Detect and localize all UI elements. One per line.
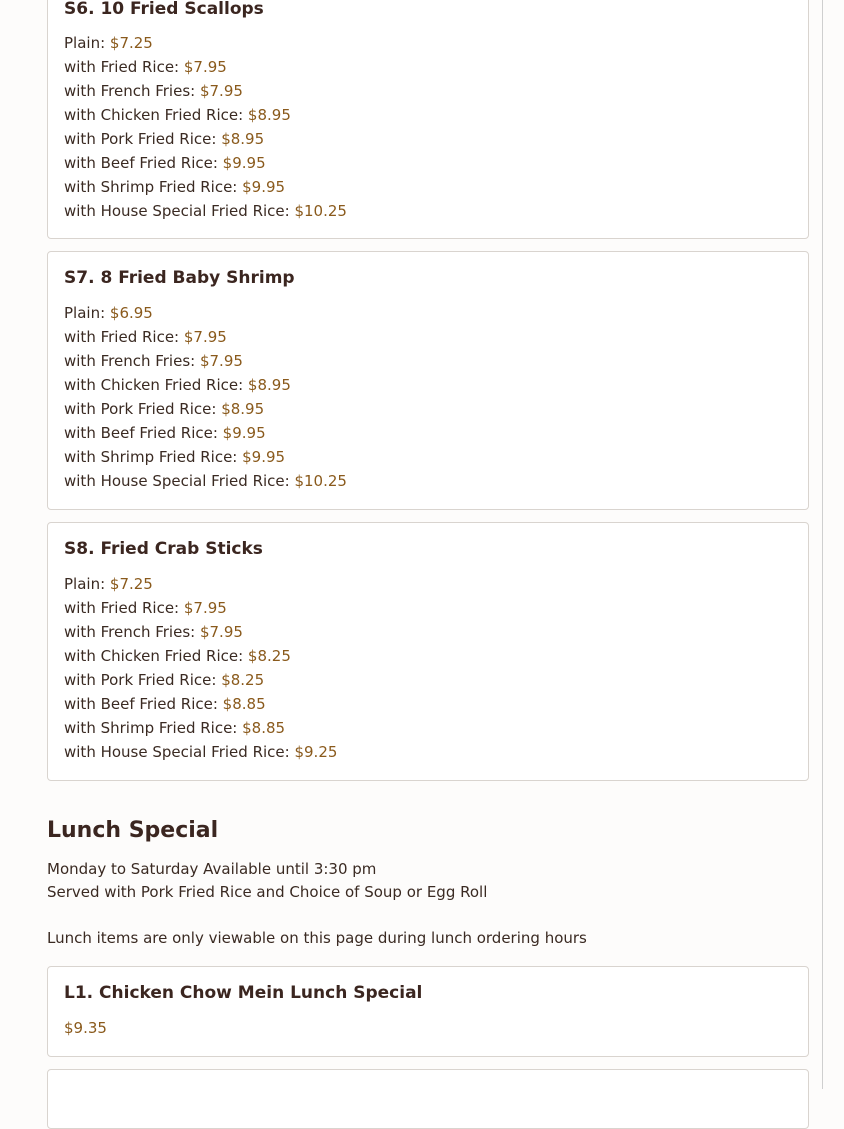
price-value: $8.85: [222, 695, 266, 713]
price-options-list: [64, 572, 337, 764]
price-option: [64, 31, 347, 55]
menu-item-title: S6. 10 Fried Scallops: [64, 0, 264, 19]
price-value: $10.25: [294, 472, 347, 490]
price-option-label: with French Fries:: [64, 623, 200, 641]
price-option-label: Plain:: [64, 304, 110, 322]
price-option-label: with Pork Fried Rice:: [64, 671, 222, 689]
menu-item-price: $9.35: [64, 1019, 107, 1037]
price-option: [64, 692, 337, 716]
lunch-notice-text: Lunch items are only viewable on this page during lunch ordering hours: [47, 929, 587, 947]
price-option-label: with Pork Fried Rice:: [64, 400, 222, 418]
menu-item-card[interactable]: [47, 522, 809, 781]
price-options-list: [64, 301, 347, 493]
price-value: $9.95: [242, 448, 286, 466]
scroll-edge-divider: [822, 0, 823, 1089]
price-value: $7.95: [183, 599, 227, 617]
price-option-label: with Shrimp Fried Rice:: [64, 448, 243, 466]
price-value: $7.95: [199, 352, 243, 370]
price-option-label: with Shrimp Fried Rice:: [64, 719, 243, 737]
price-option-label: with Chicken Fried Rice:: [64, 106, 248, 124]
price-option-label: with Beef Fried Rice:: [64, 695, 223, 713]
price-value: $9.95: [222, 424, 266, 442]
price-value: $8.95: [247, 376, 291, 394]
price-value: $10.25: [294, 202, 347, 220]
price-option: [64, 596, 337, 620]
price-option: [64, 397, 347, 421]
price-option: [64, 469, 347, 493]
price-value: $9.95: [222, 154, 266, 172]
price-option-label: with House Special Fried Rice:: [64, 472, 295, 490]
price-option: [64, 349, 347, 373]
price-value: $8.95: [247, 106, 291, 124]
price-value: $7.25: [109, 575, 153, 593]
price-option-label: with House Special Fried Rice:: [64, 743, 295, 761]
price-option: [64, 620, 337, 644]
price-value: $8.85: [242, 719, 286, 737]
menu-item-title: S8. Fried Crab Sticks: [64, 539, 263, 559]
menu-item-card[interactable]: [47, 1069, 809, 1129]
price-option: [64, 716, 337, 740]
price-option: [64, 55, 347, 79]
price-value: $9.25: [294, 743, 338, 761]
price-option: [64, 373, 347, 397]
price-value: $8.95: [221, 400, 265, 418]
price-option: [64, 421, 347, 445]
price-options-list: [64, 31, 347, 223]
price-value: $9.95: [242, 178, 286, 196]
price-option: [64, 740, 337, 764]
price-option: [64, 572, 337, 596]
price-value: $7.25: [109, 34, 153, 52]
lunch-availability-text: Monday to Saturday Available until 3:30 pm: [47, 860, 377, 878]
menu-item-card[interactable]: [47, 0, 809, 239]
price-option: [64, 175, 347, 199]
price-option-label: with Beef Fried Rice:: [64, 154, 223, 172]
menu-item-card[interactable]: [47, 966, 809, 1057]
price-option-label: with House Special Fried Rice:: [64, 202, 295, 220]
price-value: $7.95: [199, 82, 243, 100]
price-option-label: with French Fries:: [64, 82, 200, 100]
price-value: $7.95: [199, 623, 243, 641]
menu-item-card[interactable]: [47, 251, 809, 510]
price-option: [64, 325, 347, 349]
price-option-label: with Beef Fried Rice:: [64, 424, 223, 442]
price-value: $7.95: [183, 58, 227, 76]
section-title-lunch-special: Lunch Special: [47, 818, 219, 843]
price-option-label: with Chicken Fried Rice:: [64, 376, 248, 394]
price-option: [64, 644, 337, 668]
price-value: $8.95: [221, 130, 265, 148]
price-option: [64, 79, 347, 103]
menu-item-title: S7. 8 Fried Baby Shrimp: [64, 268, 295, 288]
price-option-label: with Shrimp Fried Rice:: [64, 178, 243, 196]
price-option-label: with Chicken Fried Rice:: [64, 647, 248, 665]
price-option-label: with Pork Fried Rice:: [64, 130, 222, 148]
price-value: $7.95: [183, 328, 227, 346]
price-option: [64, 127, 347, 151]
price-option-label: with French Fries:: [64, 352, 200, 370]
price-option-label: with Fried Rice:: [64, 58, 184, 76]
price-option-label: with Fried Rice:: [64, 328, 184, 346]
price-option-label: with Fried Rice:: [64, 599, 184, 617]
price-option: [64, 151, 347, 175]
price-option: [64, 199, 347, 223]
price-option: [64, 301, 347, 325]
price-option-label: Plain:: [64, 34, 110, 52]
menu-item-title: L1. Chicken Chow Mein Lunch Special: [64, 983, 423, 1003]
price-value: $8.25: [221, 671, 265, 689]
price-option: [64, 668, 337, 692]
price-value: $6.95: [109, 304, 153, 322]
price-option-label: Plain:: [64, 575, 110, 593]
price-value: $8.25: [247, 647, 291, 665]
lunch-served-with-text: Served with Pork Fried Rice and Choice of Soup or Egg Roll: [47, 883, 488, 901]
price-option: [64, 103, 347, 127]
price-option: [64, 445, 347, 469]
